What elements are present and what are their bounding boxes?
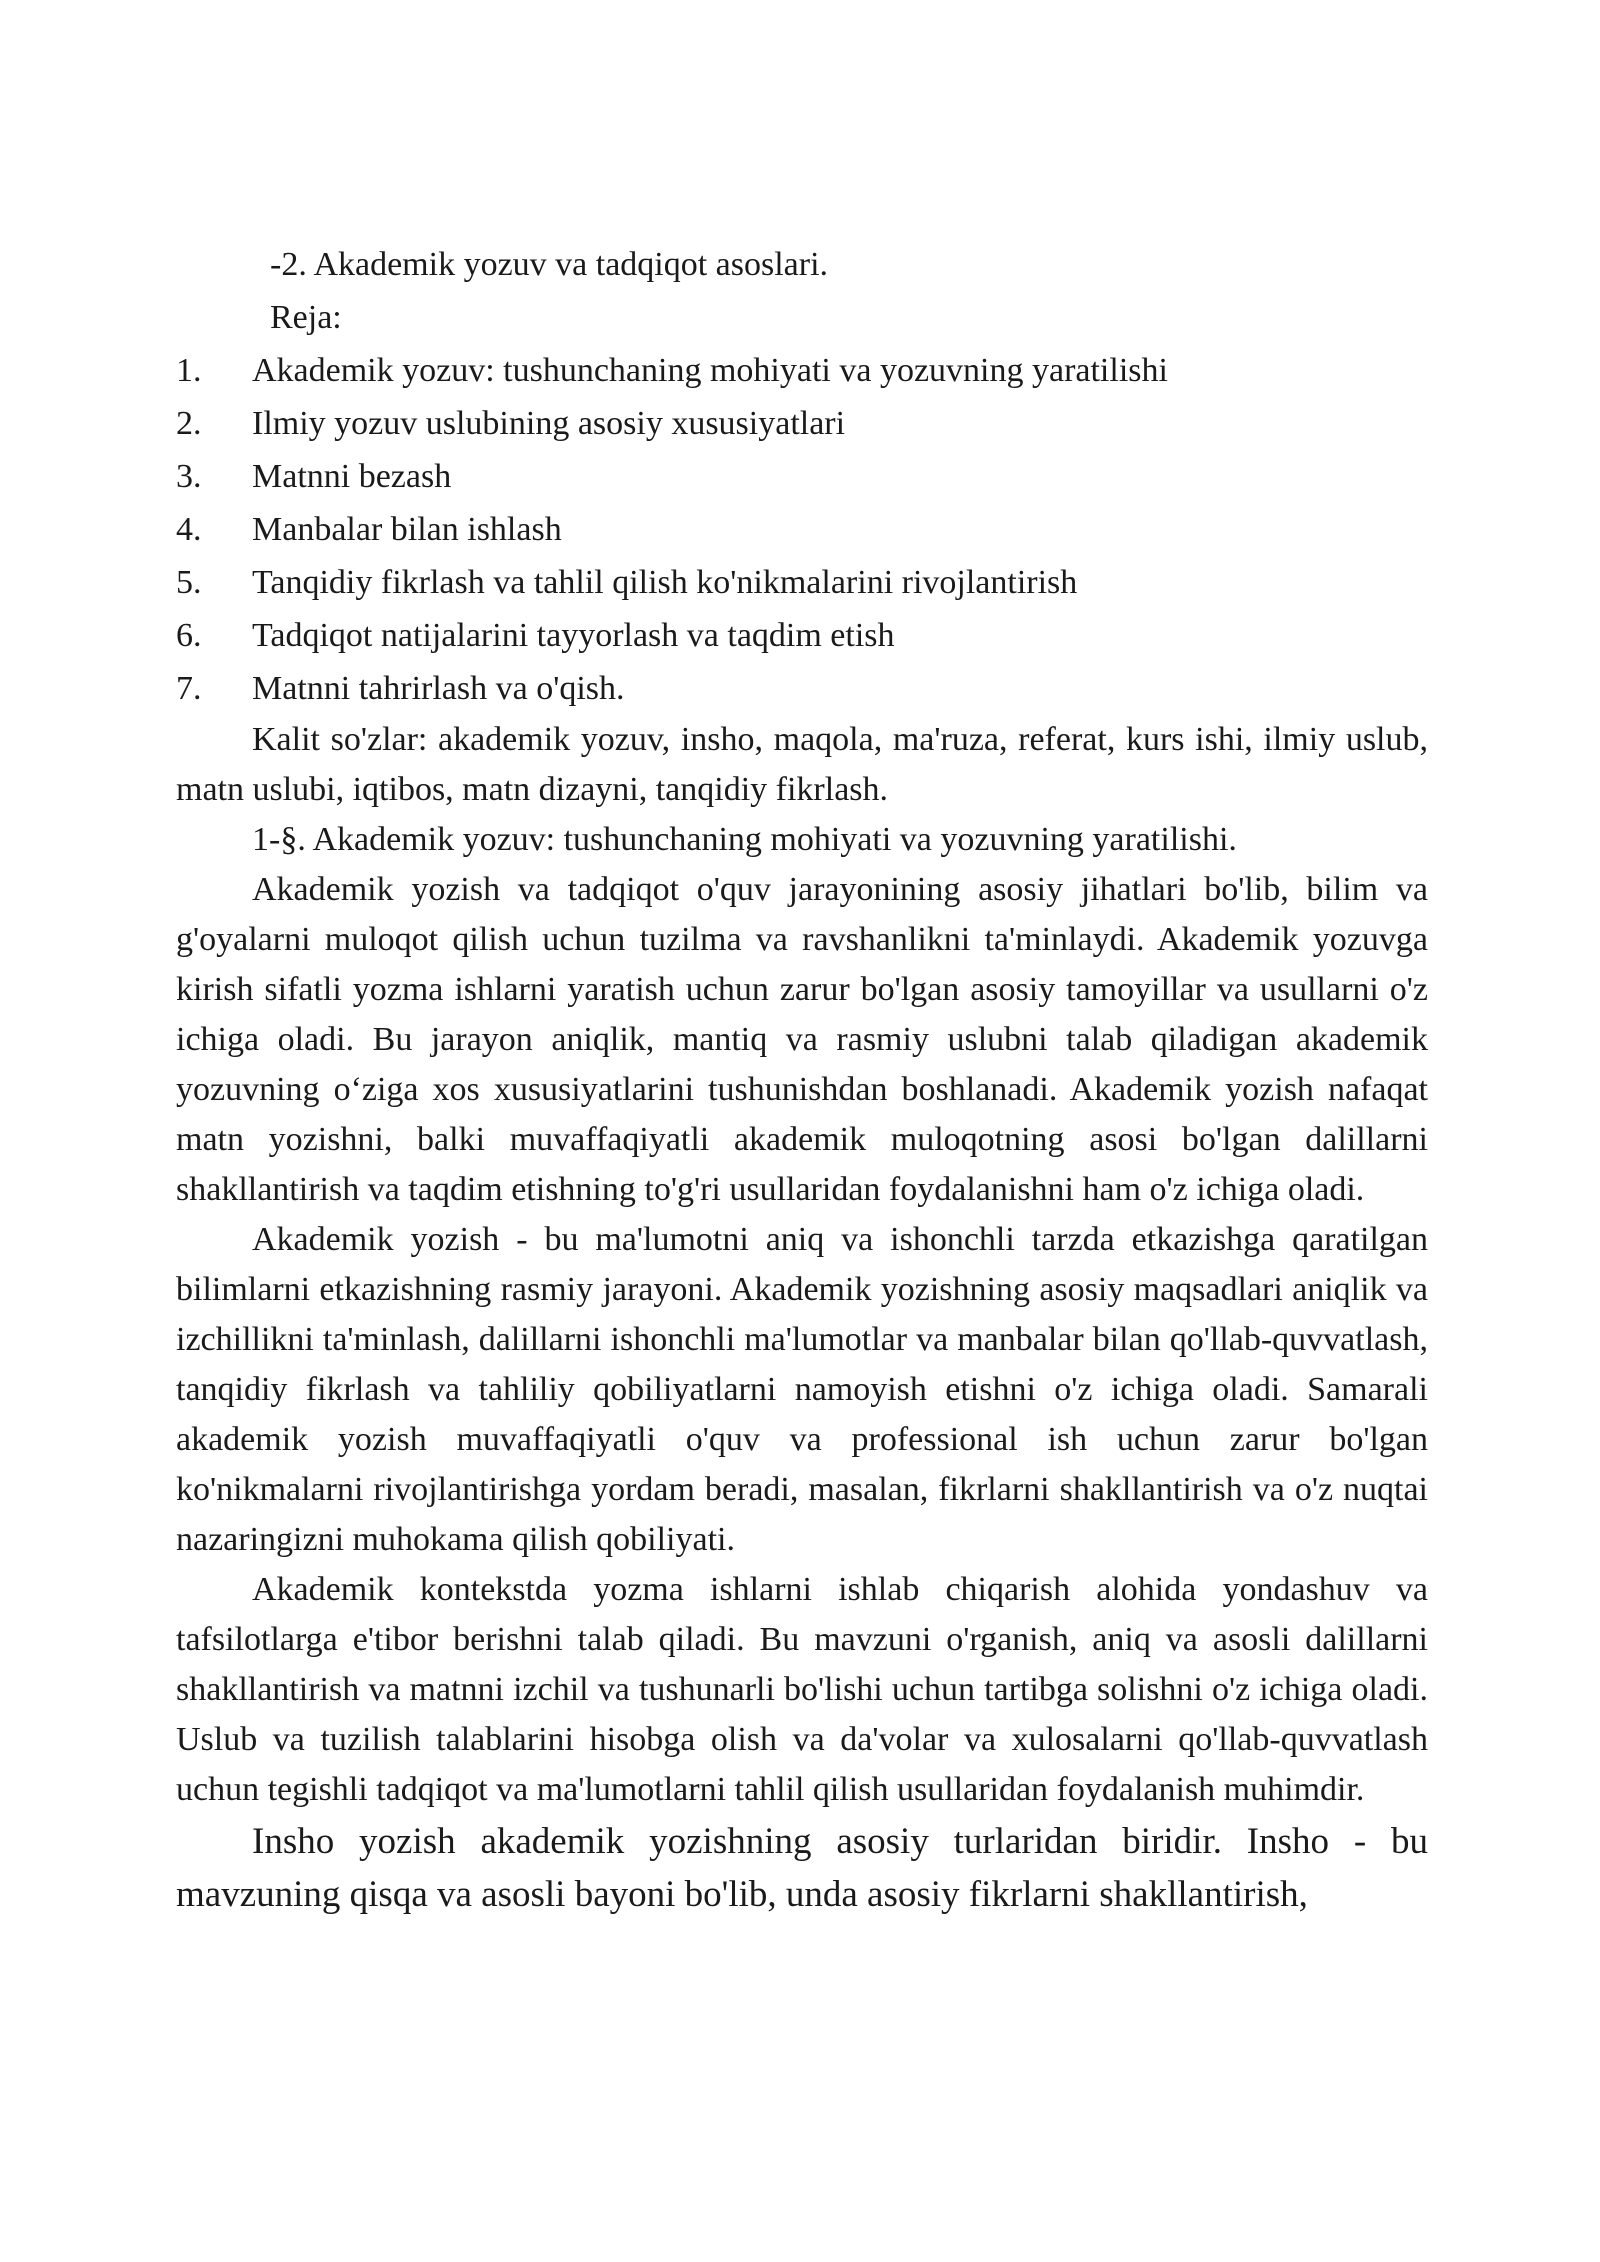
list-item-text: Matnni tahrirlash va o'qish. [252,670,625,707]
list-item-number: 7. [176,670,202,707]
list-item [176,662,1428,715]
list-item-text: Ilmiy yozuv uslubining asosiy xususiyatlari [252,405,846,442]
plan-list [176,344,1428,715]
body-paragraph: Insho yozish akademik yozishning asosiy turlaridan biridir. Insho - bu mavzuning qisqa va asosli bayoni bo'lib, unda asosiy fikrlarni shakllantirish, [176,1821,1428,1915]
list-item-text: Akademik yozuv: tushunchaning mohiyati va yozuvning yaratilishi [252,352,1168,389]
list-item-number: 5. [176,564,202,601]
list-item-number: 4. [176,511,202,548]
body-paragraph: Akademik yozish va tadqiqot o'quv jarayonining asosiy jihatlari bo'lib, bilim va g'oyalarni muloqot qilish uchun tuzilma va ravshanlikni ta'minlaydi. Akademik yozuvga kirish sifatli yozma ishlarni yaratish uchun zarur bo'lgan asosiy tamoyillar va usullarni o'z ichiga oladi. Bu jarayon aniqlik, mantiq va rasmiy uslubni talab qiladigan akademik yozuvning o‘ziga xos xususiyatlarini tushunishdan boshlanadi. Akademik yozish nafaqat matn yozishni, balki muvaffaqiyatli akademik muloqotning asosi bo'lgan dalillarni shakllantirish va taqdim etishning to'g'ri usullaridan foydalanishni ham o'z ichiga oladi. [176,871,1428,1208]
list-item [176,344,1428,397]
list-item-text: Matnni bezash [252,458,452,495]
list-item-text: Tanqidiy fikrlash va tahlil qilish ko'nikmalarini rivojlantirish [252,564,1078,601]
list-item [176,503,1428,556]
keywords-paragraph: Kalit so'zlar: akademik yozuv, insho, maqola, ma'ruza, referat, kurs ishi, ilmiy uslub, matn uslubi, iqtibos, matn dizayni, tanqidiy fikrlash. [176,721,1428,808]
section-heading: 1-§. Akademik yozuv: tushunchaning mohiyati va yozuvning yaratilishi. [252,821,1237,858]
list-item [176,450,1428,503]
plan-label: Reja: [270,299,342,336]
document-page [176,238,1428,1921]
list-item-number: 1. [176,352,202,389]
list-item [176,397,1428,450]
list-item-text: Manbalar bilan ishlash [252,511,562,548]
list-item [176,556,1428,609]
list-item-number: 2. [176,405,202,442]
list-item-text: Tadqiqot natijalarini tayyorlash va taqdim etish [252,617,895,654]
document-title: -2. Akademik yozuv va tadqiqot asoslari. [270,246,829,283]
list-item [176,609,1428,662]
body-paragraph: Akademik yozish - bu ma'lumotni aniq va ishonchli tarzda etkazishga qaratilgan bilimlarni etkazishning rasmiy jarayoni. Akademik yozishning asosiy maqsadlari aniqlik va izchillikni ta'minlash, dalillarni ishonchli ma'lumotlar va manbalar bilan qo'llab-quvvatlash, tanqidiy fikrlash va tahliliy qobiliyatlarni namoyish etishni o'z ichiga oladi. Samarali akademik yozish muvaffaqiyatli o'quv va professional ish uchun zarur bo'lgan ko'nikmalarni rivojlantirishga yordam beradi, masalan, fikrlarni shakllantirish va o'z nuqtai nazaringizni muhokama qilish qobiliyati. [176,1221,1428,1558]
list-item-number: 6. [176,617,202,654]
body-paragraph: Akademik kontekstda yozma ishlarni ishlab chiqarish alohida yondashuv va tafsilotlarga e'tibor berishni talab qiladi. Bu mavzuni o'rganish, aniq va asosli dalillarni shakllantirish va matnni izchil va tushunarli bo'lishi uchun tartibga solishni o'z ichiga oladi. Uslub va tuzilish talablarini hisobga olish va da'volar va xulosalarni qo'llab-quvvatlash uchun tegishli tadqiqot va ma'lumotlarni tahlil qilish usullaridan foydalanish muhimdir. [176,1571,1428,1808]
list-item-number: 3. [176,458,202,495]
